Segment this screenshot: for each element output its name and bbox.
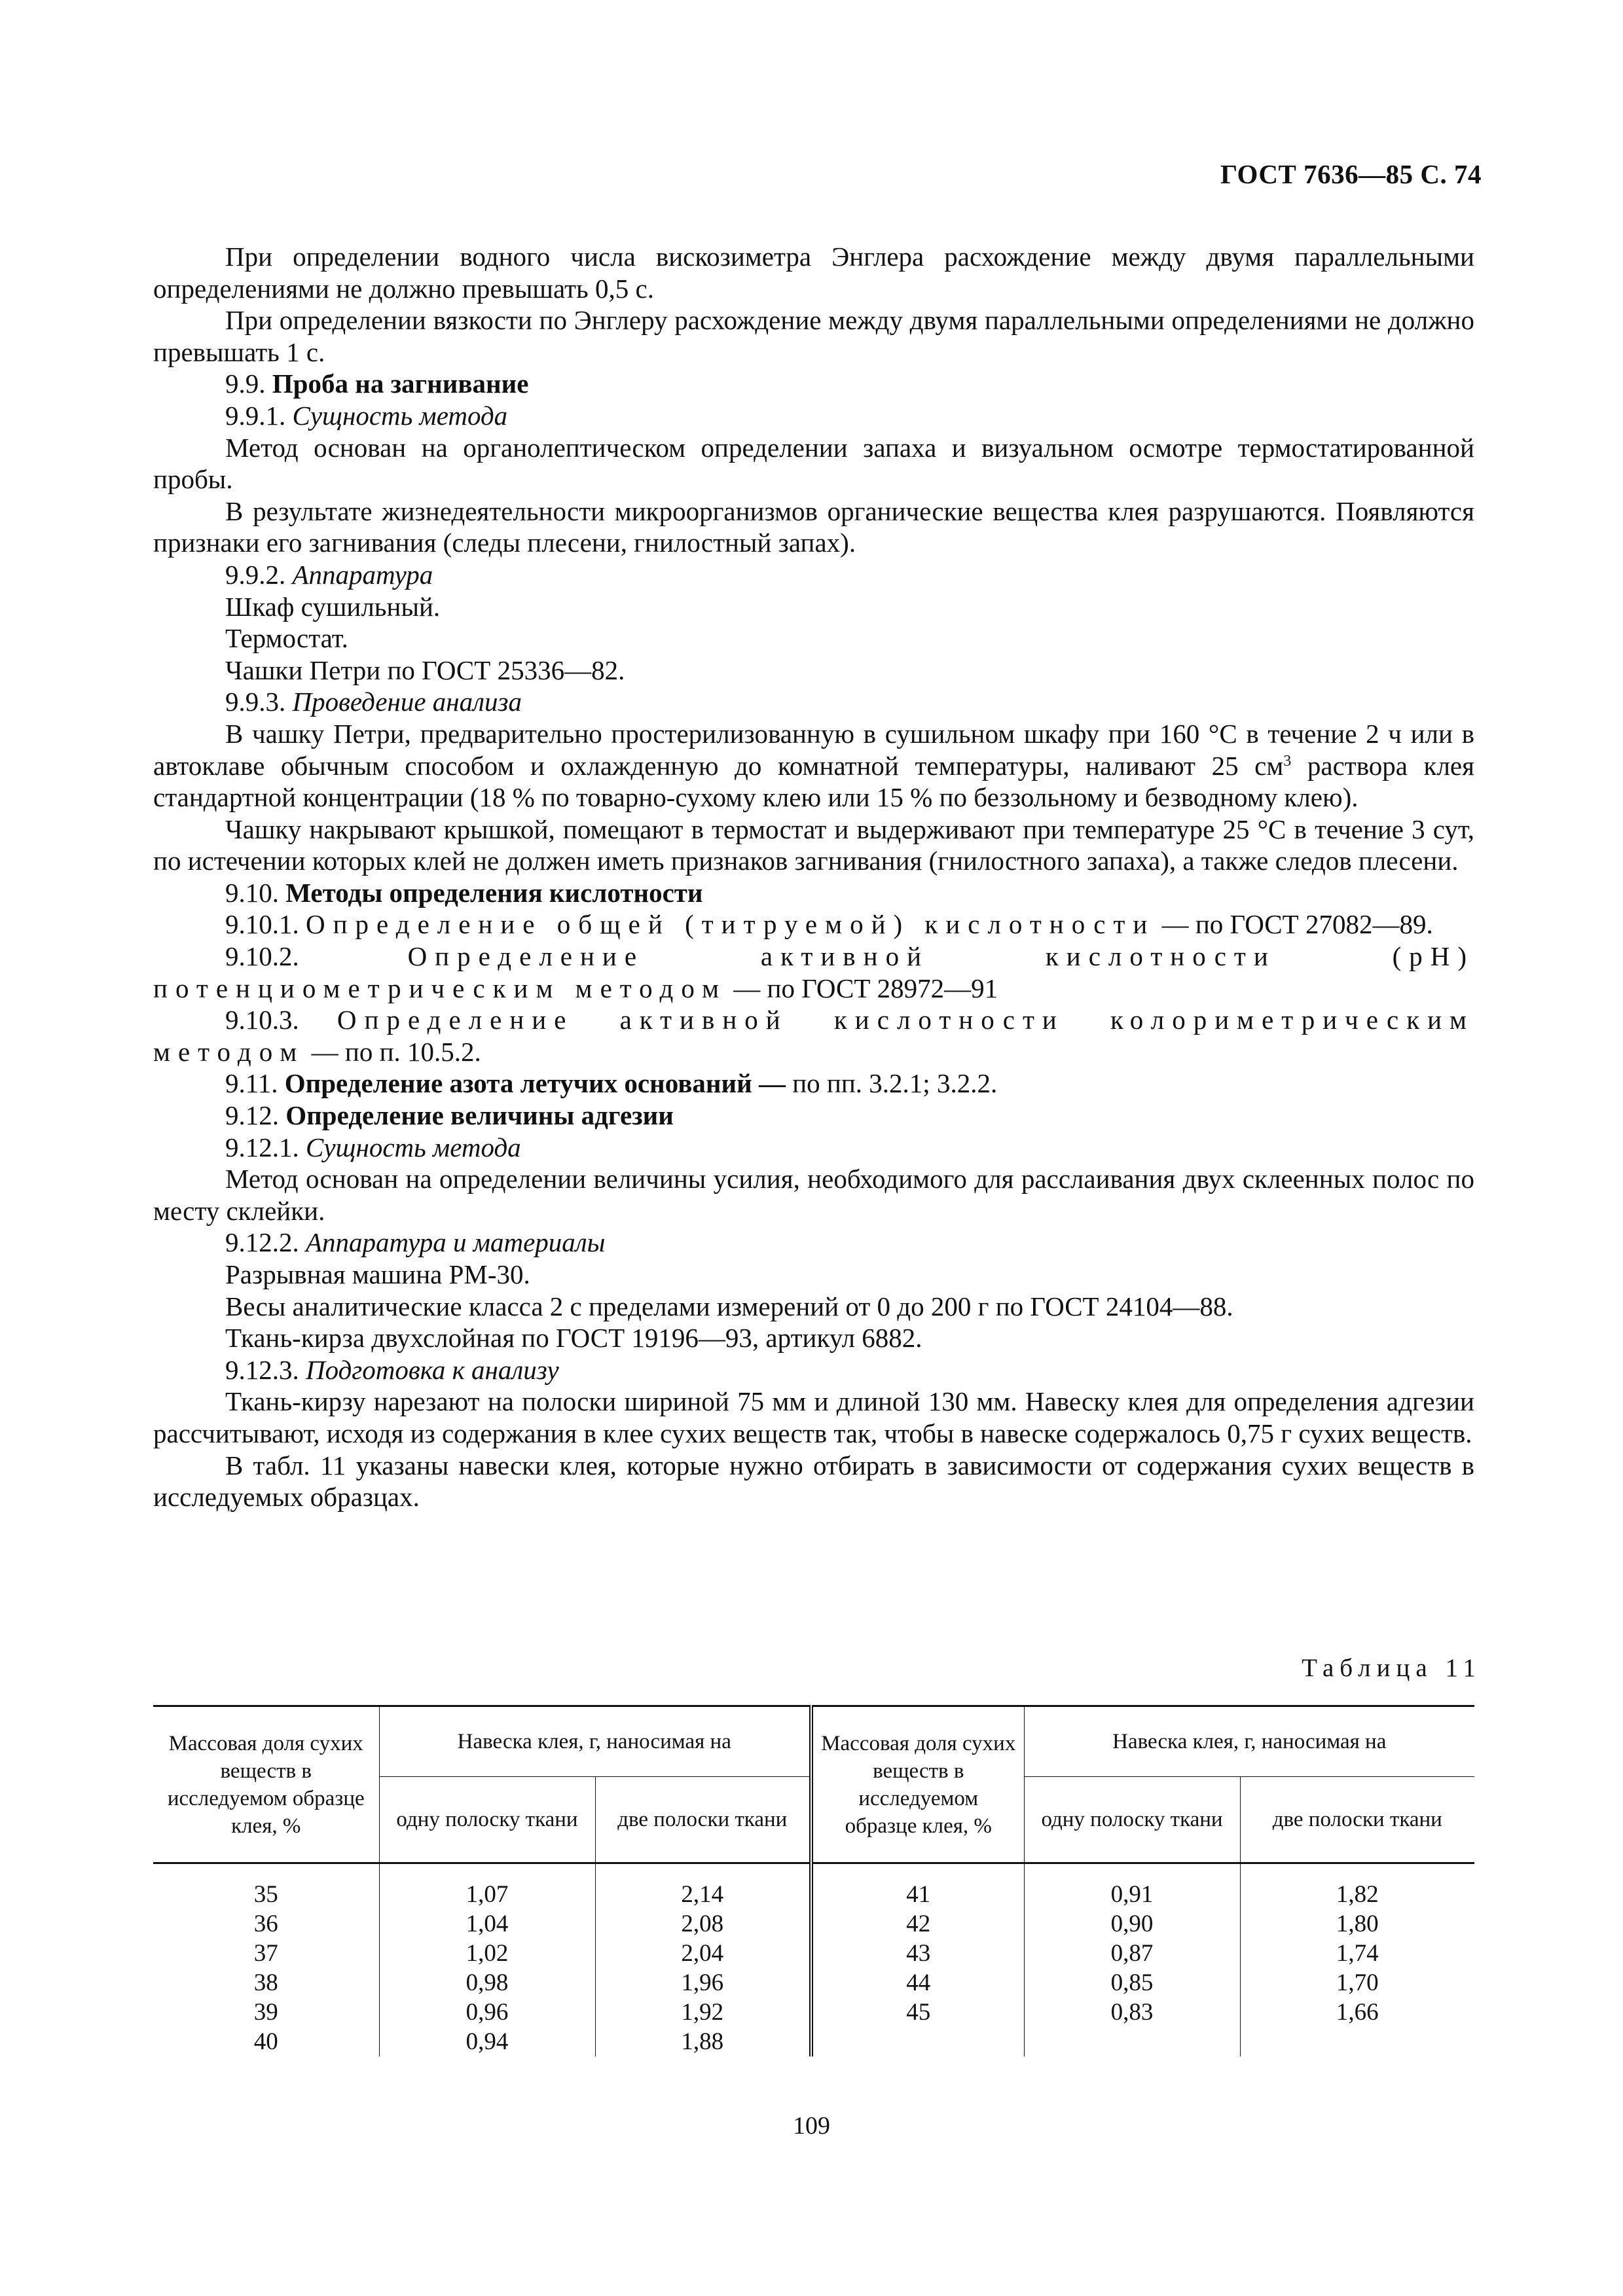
table-cell: 1,80 [1240,1909,1474,1939]
col-header-two-strips: две полоски ткани [595,1777,811,1863]
table-cell: 41 [811,1863,1024,1910]
sample-weight-table [153,1705,1474,2056]
subsection-title: Сущность метода [306,1132,521,1162]
paragraph: Метод основан на определении величины усилия, необходимого для расслаивания двух склеенных полос по месту склейки. [153,1164,1474,1226]
table-row [153,1909,1474,1939]
table-cell: 1,04 [379,1909,595,1939]
col-header-one-strip-2: одну полоску ткани [1024,1777,1240,1863]
subsection-heading [153,559,1474,591]
paragraph-text: раствора клея стандартной концентрации (18 % по товарно-сухому клею или 15 % по беззольному и безводному клею). [153,750,1474,813]
material-item: Ткань-кирза двухслойная по ГОСТ 19196—93, артикул 6882. [225,1323,922,1354]
table-cell: 0,90 [1024,1909,1240,1939]
section-number: 9.10.1. [225,909,299,940]
table-cell: 0,94 [379,2027,595,2056]
col-header-two-strips-2: две полоски ткани [1240,1777,1474,1863]
material-item: Разрывная машина РМ-30. [225,1259,530,1289]
col-header-one-strip: одну полоску ткани [379,1777,595,1863]
table-cell: 43 [811,1939,1024,1968]
equipment-item: Шкаф сушильный. [225,591,441,622]
equipment-item: Чашки Петри по ГОСТ 25336—82. [225,655,625,685]
table-cell: 0,96 [379,1998,595,2027]
table-cell: 0,91 [1024,1863,1240,1910]
table-cell: 36 [253,1910,278,1937]
table-cell: 39 [253,1999,278,2026]
subsection-title: Подготовка к анализу [306,1354,559,1385]
table-cell: 1,02 [379,1939,595,1968]
section-heading [153,1067,1474,1100]
table-cell [811,2027,1024,2056]
table-row [153,2027,1474,2056]
table-cell: 0,85 [1024,1968,1240,1998]
method-reference [153,1004,1474,1067]
section-number: 9.12.2. [225,1227,299,1258]
paragraph: При определении вязкости по Энглеру расхождение между двумя параллельными определениями не должно превышать 1 с. [153,305,1474,367]
standard-reference: по пп. 3.2.1; 3.2.2. [785,1068,998,1099]
subsection-heading [153,1227,1474,1259]
section-number: 9.12.3. [225,1354,299,1385]
paragraph: Ткань-кирзу нарезают на полоски шириной 75 мм и длиной 130 мм. Навеску клея для определения адгезии рассчитывают, исходя из содержания в клее сухих веществ так, чтобы в навеске содержалось 0,75 г сухих веществ. [153,1386,1474,1448]
paragraph: Чашку накрывают крышкой, помещают в термостат и выдерживают при температуре 25 °С в течение 3 сут, по истечении которых клей не должен иметь признаков загнивания (гнилостного запаха), а также следов плесени. [153,814,1474,876]
equipment-item: Термостат. [225,623,348,654]
table-cell: 1,82 [1240,1863,1474,1910]
table-cell: 2,08 [595,1909,811,1939]
section-heading [153,1100,1474,1132]
table-cell: 42 [811,1909,1024,1939]
page-number: 109 [793,2112,830,2140]
table-cell: 0,83 [1024,1998,1240,2027]
table-cell: 1,66 [1240,1998,1474,2027]
table-cell: 1,92 [595,1998,811,2027]
table-cell [1024,2027,1240,2056]
section-number: 9.12. [225,1100,279,1131]
section-number: 9.10.3. [225,1005,299,1035]
table-caption: Таблица 11 [1302,1654,1482,1682]
table-cell: 1,07 [379,1863,595,1910]
table-row [153,1939,1474,1968]
table-cell: 1,70 [1240,1968,1474,1998]
table-row [153,1968,1474,1998]
table-cell: 0,87 [1024,1939,1240,1968]
paragraph: При определении водного числа вискозиметра Энглера расхождение между двумя параллельными определениями не должно превышать 0,5 с. [153,242,1474,304]
table-cell [1240,2027,1474,2056]
page-header: ГОСТ 7636—85 С. 74 [1220,159,1482,189]
table-cell: 2,14 [595,1863,811,1910]
section-heading [153,368,1474,400]
subsection-heading [153,400,1474,432]
document-body [153,241,1474,1513]
paragraph-text: В чашку Петри, предварительно простерилизованную в сушильном шкафу при 160 °С в течение 2 ч или в автоклаве обычным способом и охлажденную до комнатной температуры, наливают 25 см [153,718,1474,781]
table-cell: 0,98 [379,1968,595,1998]
method-reference [153,908,1474,941]
table-cell: 45 [811,1998,1024,2027]
subsection-title: Сущность метода [292,400,508,431]
paragraph: В табл. 11 указаны навески клея, которые нужно отбирать в зависимости от содержания сухих веществ в исследуемых образцах. [153,1450,1474,1513]
section-title: Определение величины адгезии [285,1100,674,1131]
section-number: 9.9. [225,368,266,399]
table-row [153,1998,1474,2027]
table-cell: 38 [253,1969,278,1996]
paragraph [153,718,1474,814]
method-reference [153,941,1474,1004]
subsection-heading [153,686,1474,718]
section-number: 9.9.1. [225,400,286,431]
spaced-method-title: Определение активной кислотности колориметрическим методом [153,1005,1475,1067]
standard-reference: — по ГОСТ 27082—89. [1155,909,1433,940]
col-header-mass-fraction: Массовая доля сухих веществ в исследуемом образце клея, % [153,1706,379,1863]
section-number: 9.9.2. [225,559,286,590]
subsection-title: Аппаратура [292,559,433,590]
table-cell: 44 [811,1968,1024,1998]
subsection-heading [153,1132,1474,1164]
paragraph: В результате жизнедеятельности микроорганизмов органические вещества клея разрушаются. Появляются признаки его загнивания (следы плесени, гнилостный запах). [153,495,1474,558]
table-cell: 1,74 [1240,1939,1474,1968]
section-title: Определение азота летучих оснований — [284,1068,786,1099]
standard-reference: — по ГОСТ 28972—91 [727,973,998,1003]
subsection-title: Аппаратура и материалы [306,1227,606,1258]
table-cell: 35 [253,1881,278,1908]
table-cell: 2,04 [595,1939,811,1968]
superscript: 3 [1283,752,1292,770]
standard-reference: — по п. 10.5.2. [304,1036,481,1067]
material-item: Весы аналитические класса 2 с пределами измерений от 0 до 200 г по ГОСТ 24104—88. [225,1291,1233,1321]
section-title: Проба на загнивание [272,368,529,399]
section-title: Методы определения кислотности [285,877,703,908]
table-cell: 40 [253,2028,278,2055]
col-header-mass-fraction-2: Массовая доля сухих веществ в исследуемом образце клея, % [811,1706,1024,1863]
table-cell: 1,88 [595,2027,811,2056]
spaced-method-title: Определение общей (титруемой) кислотности [306,909,1156,940]
section-number: 9.9.3. [225,687,286,717]
section-number: 9.11. [225,1068,278,1099]
section-number: 9.12.1. [225,1132,299,1162]
spaced-method-title: Определение активной кислотности (pH) потенциометрическим методом [153,941,1474,1003]
subsection-heading [153,1354,1474,1386]
table-row [153,1863,1474,1910]
paragraph: Метод основан на органолептическом определении запаха и визуальном осмотре термостатированной пробы. [153,432,1474,495]
table-cell: 37 [253,1940,278,1967]
section-heading [153,877,1474,909]
table-cell: 1,96 [595,1968,811,1998]
col-header-sample-weight-2: Навеска клея, г, наносимая на [1024,1706,1474,1777]
section-number: 9.10. [225,877,279,908]
col-header-sample-weight: Навеска клея, г, наносимая на [379,1706,811,1777]
subsection-title: Проведение анализа [292,687,522,717]
section-number: 9.10.2. [225,941,299,972]
